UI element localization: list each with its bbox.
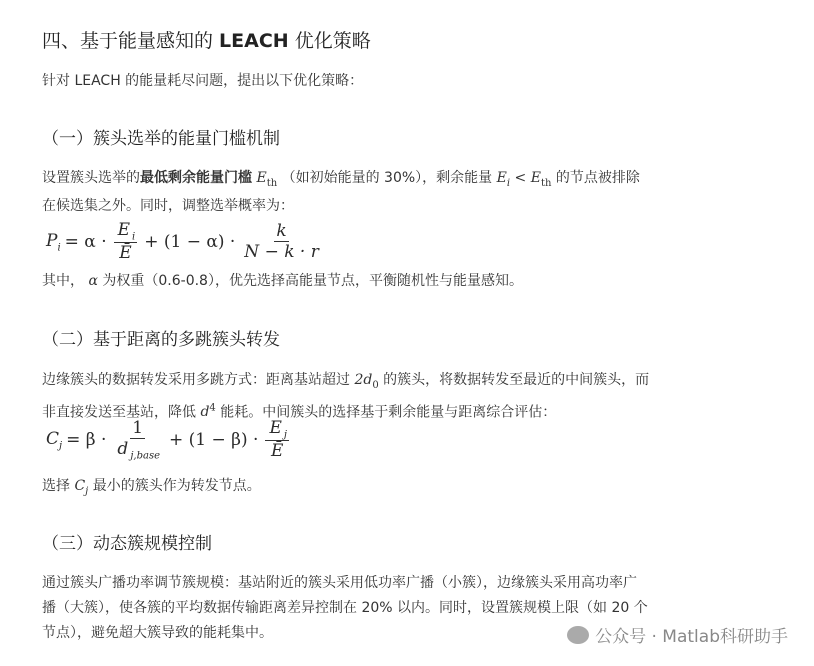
watermark: 公众号 · Matlab科研助手 bbox=[567, 622, 788, 647]
heading-text: 优化策略 bbox=[288, 30, 371, 52]
paragraph-2: 边缘簇头的数据转发采用多跳方式：距离基站超过 $2d_0$ 的簇头，将数据转发至最近的中间簇头，而 非直接发送至基站，降低 $d^4$ 能耗。中间簇头的选择基于剩余能量与距离综合评估： bbox=[42, 372, 650, 421]
bold-text: 最低剩余能量门槛 bbox=[140, 170, 252, 186]
paragraph-3: 通过簇头广播功率调节簇规模：基站附近的簇头采用低功率广播（小簇），边缘簇头采用高功率广 播（大簇），使各簇的平均数据传输距离差异控制在 20% 以内。同时，设置簇规模上限（如 20 个 节点），避免超大簇导致的能耗集中。 bbox=[42, 575, 648, 641]
math: $E_{th}$ bbox=[256, 170, 278, 189]
formula-pi: $P_i$ = α · $\frac{E _i}{Ē}$ + (1 − α) · $\frac{k}{N - k \cdot r}$ bbox=[46, 220, 319, 264]
subsection-title-2: （二）基于距离的多跳簇头转发 bbox=[42, 330, 280, 350]
text: 的节点被排除 bbox=[555, 170, 640, 186]
paragraph-1 bbox=[42, 167, 640, 218]
intro-paragraph: 针对 LEACH 的能量耗尽问题，提出以下优化策略： bbox=[42, 73, 364, 89]
heading-bold: LEACH bbox=[219, 30, 289, 52]
text: 设置簇头选举的 bbox=[42, 170, 140, 186]
text: 在候选集之外。同时，调整选举概率为： bbox=[42, 197, 294, 214]
paragraph-1b: 其中， α 为权重（0.6-0.8），优先选择高能量节点，平衡随机性与能量感知。 bbox=[42, 273, 523, 289]
subsection-title-3: （三）动态簇规模控制 bbox=[42, 534, 212, 554]
wechat-icon bbox=[567, 626, 589, 644]
math: $E_i < E_{th}$ bbox=[496, 170, 552, 189]
section-heading bbox=[42, 26, 371, 53]
formula-cj: $C_j$ = β · $\frac{1}{d _{j,base}}$ + (1 − β) · $\frac{E _j}{Ē}$ bbox=[46, 418, 287, 462]
heading-text: 四、基于能量感知的 bbox=[42, 30, 220, 52]
subsection-title-1: （一）簇头选举的能量门槛机制 bbox=[42, 129, 280, 149]
text: （如初始能量的 30%），剩余能量 bbox=[281, 170, 493, 186]
paragraph-2b: 选择 $C_j$ 最小的簇头作为转发节点。 bbox=[42, 478, 261, 497]
